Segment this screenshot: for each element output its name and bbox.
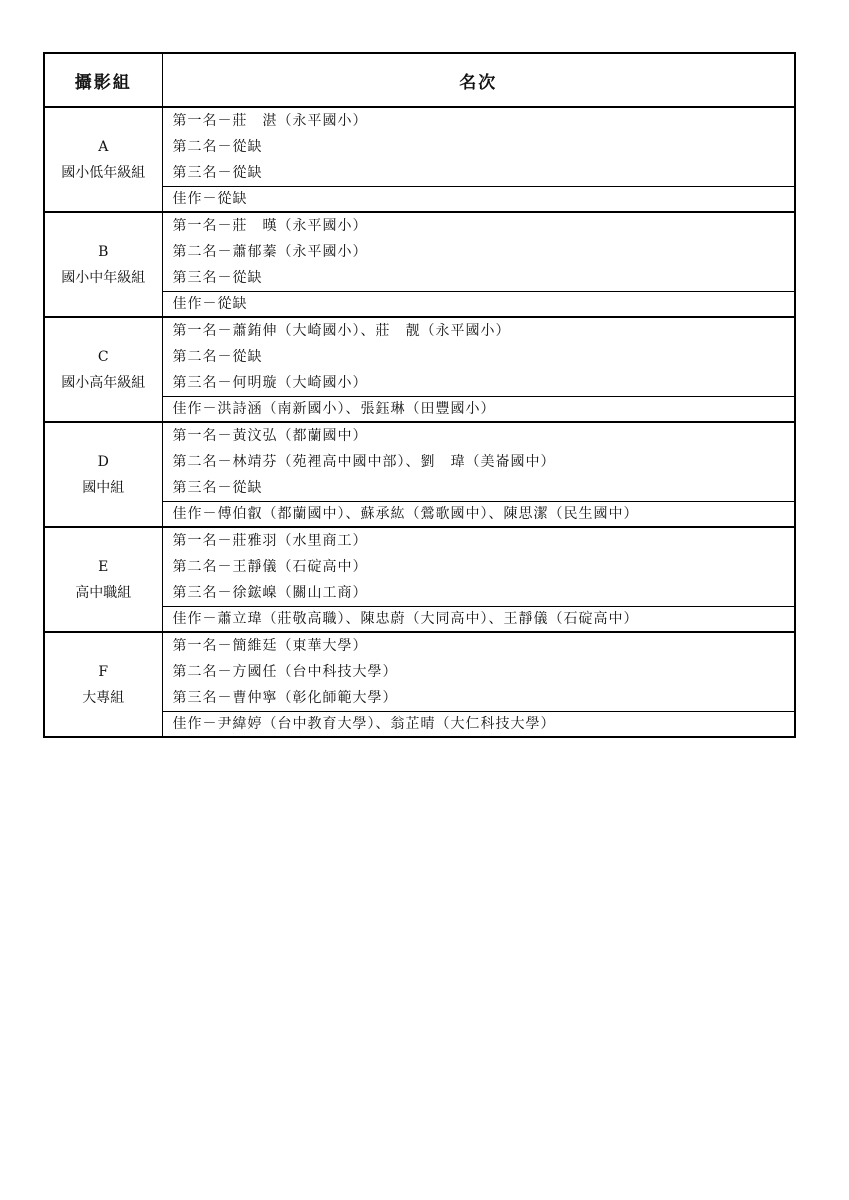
category-letter: B (98, 243, 109, 260)
third-place: 第三名－從缺 (172, 480, 263, 496)
category-cell (44, 212, 162, 317)
honorable-mention: 佳作－蕭立瑋（莊敬高職）、陳忠蔚（大同高中）、王靜儀（石碇高中） (163, 606, 795, 631)
honorable-mention: 佳作－傅伯叡（都蘭國中）、蘇承紘（鶯歌國中）、陳思潔（民生國中） (163, 501, 795, 526)
category-letter: A (98, 138, 109, 155)
table-row (44, 317, 795, 422)
ranks-cell (162, 527, 795, 632)
category-label: 大專組 (82, 689, 125, 706)
second-place: 第二名－從缺 (172, 139, 263, 155)
ranks-cell (162, 632, 795, 737)
first-place: 第一名－黃汶弘（都蘭國中） (172, 428, 368, 444)
third-place: 第三名－從缺 (172, 270, 263, 286)
category-label: 國小中年級組 (61, 269, 146, 286)
ranks-cell (162, 317, 795, 422)
table-row (44, 107, 795, 212)
category-label: 國小高年級組 (61, 374, 146, 391)
table-row (44, 527, 795, 632)
third-place: 第三名－何明璇（大崎國小） (172, 375, 368, 391)
second-place: 第二名－從缺 (172, 349, 263, 365)
category-cell (44, 422, 162, 527)
ranks-cell (162, 422, 795, 527)
first-place: 第一名－莊 暵（永平國小） (172, 218, 368, 234)
category-letter: F (98, 663, 109, 680)
category-letter: D (97, 453, 109, 470)
third-place: 第三名－曹仲寧（彰化師範大學） (172, 690, 398, 706)
second-place: 第二名－蕭郁蓁（永平國小） (172, 244, 368, 260)
category-label: 高中職組 (75, 584, 132, 601)
category-cell (44, 527, 162, 632)
second-place: 第二名－方國任（台中科技大學） (172, 664, 398, 680)
category-letter: C (97, 348, 109, 365)
second-place: 第二名－林靖芬（苑裡高中國中部）、劉 瑋（美崙國中） (172, 454, 556, 470)
results-table (43, 52, 796, 738)
first-place: 第一名－莊雅羽（水里商工） (172, 533, 368, 549)
ranks-cell (162, 212, 795, 317)
third-place: 第三名－從缺 (172, 165, 263, 181)
category-cell (44, 317, 162, 422)
category-letter: E (98, 558, 109, 575)
category-label: 國小低年級組 (61, 164, 146, 181)
first-place: 第一名－簡維廷（東華大學） (172, 638, 368, 654)
category-label: 國中組 (82, 479, 125, 496)
ranks-cell (162, 107, 795, 212)
honorable-mention: 佳作－尹緯婷（台中教育大學）、翁芷晴（大仁科技大學） (163, 711, 795, 736)
rank-column-header: 名次 (162, 53, 795, 107)
honorable-mention: 佳作－從缺 (163, 291, 795, 316)
third-place: 第三名－徐鋐嵲（關山工商） (172, 585, 368, 601)
first-place: 第一名－莊 湛（永平國小） (172, 113, 368, 129)
category-cell (44, 632, 162, 737)
first-place: 第一名－蕭銪伸（大崎國小）、莊 靓（永平國小） (172, 323, 511, 339)
table-header-row (44, 53, 795, 107)
honorable-mention: 佳作－從缺 (163, 186, 795, 211)
table-row (44, 212, 795, 317)
category-cell (44, 107, 162, 212)
honorable-mention: 佳作－洪詩涵（南新國小）、張鈺琳（田豐國小） (163, 396, 795, 421)
table-row (44, 632, 795, 737)
category-column-header: 攝影組 (44, 53, 162, 107)
table-row (44, 422, 795, 527)
second-place: 第二名－王靜儀（石碇高中） (172, 559, 368, 575)
